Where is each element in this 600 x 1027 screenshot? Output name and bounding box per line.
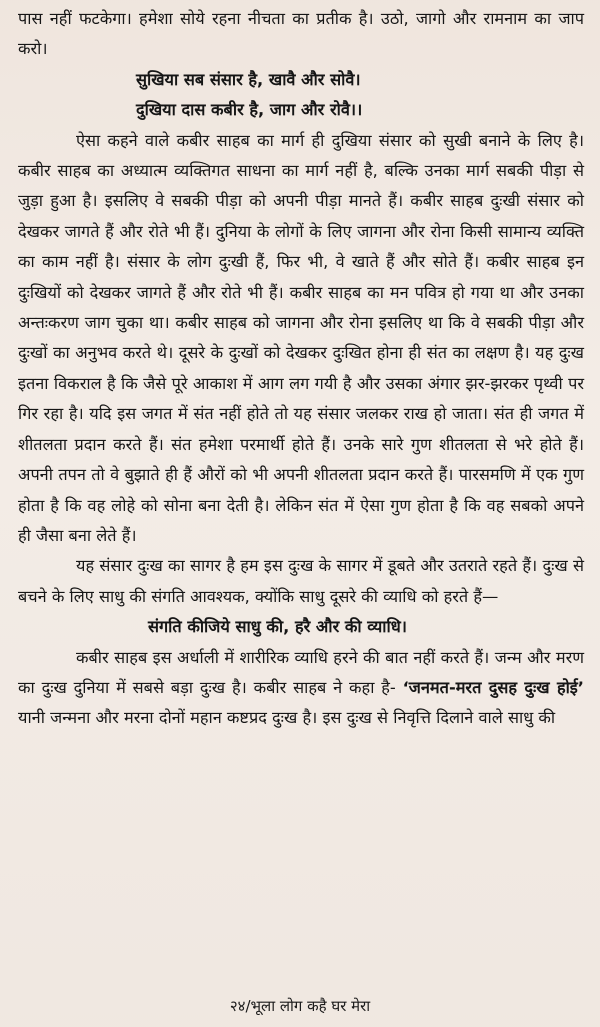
paragraph-4-text-after: यानी जन्मना और मरना दोनों महान कष्टप्रद दुःख है। इस दुःख से निवृत्ति दिलाने वाले साधु की	[18, 708, 556, 728]
paragraph-1: पास नहीं फटकेगा। हमेशा सोये रहना नीचता का प्रतीक है। उठो, जागो और रामनाम का जाप करो।	[18, 9, 584, 59]
verse-1-line-1: सुखिया सब संसार है, खावै और सोवै।	[136, 69, 361, 89]
verse-2: संगति कीजिये साधु की, हरै और की व्याधि।	[148, 617, 407, 637]
paragraph-3: यह संसार दुःख का सागर है हम इस दुःख के सागर में डूबते और उतराते रहते हैं। दुःख से बचने के लिए साधु की संगति आवश्यक, क्योंकि साधु दूसरे की व्याधि को हरते हैं—	[18, 556, 584, 606]
page-body	[18, 4, 584, 734]
kabir-quote: ‘जनमत-मरत दुसह दुःख होई’	[402, 677, 584, 697]
verse-1-line-2: दुखिया दास कबीर है, जाग और रोवै।।	[136, 100, 363, 120]
paragraph-2: ऐसा कहने वाले कबीर साहब का मार्ग ही दुखिया संसार को सुखी बनाने के लिए है। कबीर साहब का अध्यात्म व्यक्तिगत साधना का मार्ग नहीं है, बल्कि उनका मार्ग सबकी पीड़ा से जुड़ा हुआ है। इसलिए वे सबकी पीड़ा को अपनी पीड़ा मानते हैं। कबीर साहब दुःखी संसार को देखकर जागते हैं और रोते भी हैं। दुनिया के लोगों के लिए जागना और रोना किसी सामान्य व्यक्ति का काम नहीं है। संसार के लोग दुःखी हैं, फिर भी, वे खाते हैं और सोते हैं। कबीर साहब इन दुःखियों को देखकर जागते हैं और रोते भी हैं। कबीर साहब का मन पवित्र हो गया था और उनका अन्तःकरण जाग चुका था। कबीर साहब को जागना और रोना इसलिए था कि वे सबकी पीड़ा और दुःखों का अनुभव करते थे। दूसरे के दुःखों को देखकर दुःखित होना ही संत का लक्षण है। यह दुःख इतना विकराल है कि जैसे पूरे आकाश में आग लग गयी है और उसका अंगार झर-झरकर पृथ्वी पर गिर रहा है। यदि इस जगत में संत नहीं होते तो यह संसार जलकर राख हो जाता। संत ही जगत में शीतलता प्रदान करते हैं। संत हमेशा परमार्थी होते हैं। उनके सारे गुण शीतलता से भरे होते हैं। अपनी तपन तो वे बुझाते ही हैं औरों को भी अपनी शीतलता प्रदान करते हैं। पारसमणि में एक गुण होता है कि वह लोहे को सोना बना देती है। लेकिन संत में ऐसा गुण होता है कि वह सबको अपने ही जैसा बना लेते हैं।	[18, 130, 584, 545]
paragraph-4	[18, 643, 584, 734]
paragraph-4-text-before: कबीर साहब इस अर्धाली में शारीरिक व्याधि हरने की बात नहीं करते हैं। जन्म और मरण का दुःख दुनिया में सबसे बड़ा दुःख है। कबीर साहब ने कहा है-	[18, 647, 584, 697]
page-footer: २४/भूला लोग कहै घर मेरा	[229, 997, 371, 1015]
